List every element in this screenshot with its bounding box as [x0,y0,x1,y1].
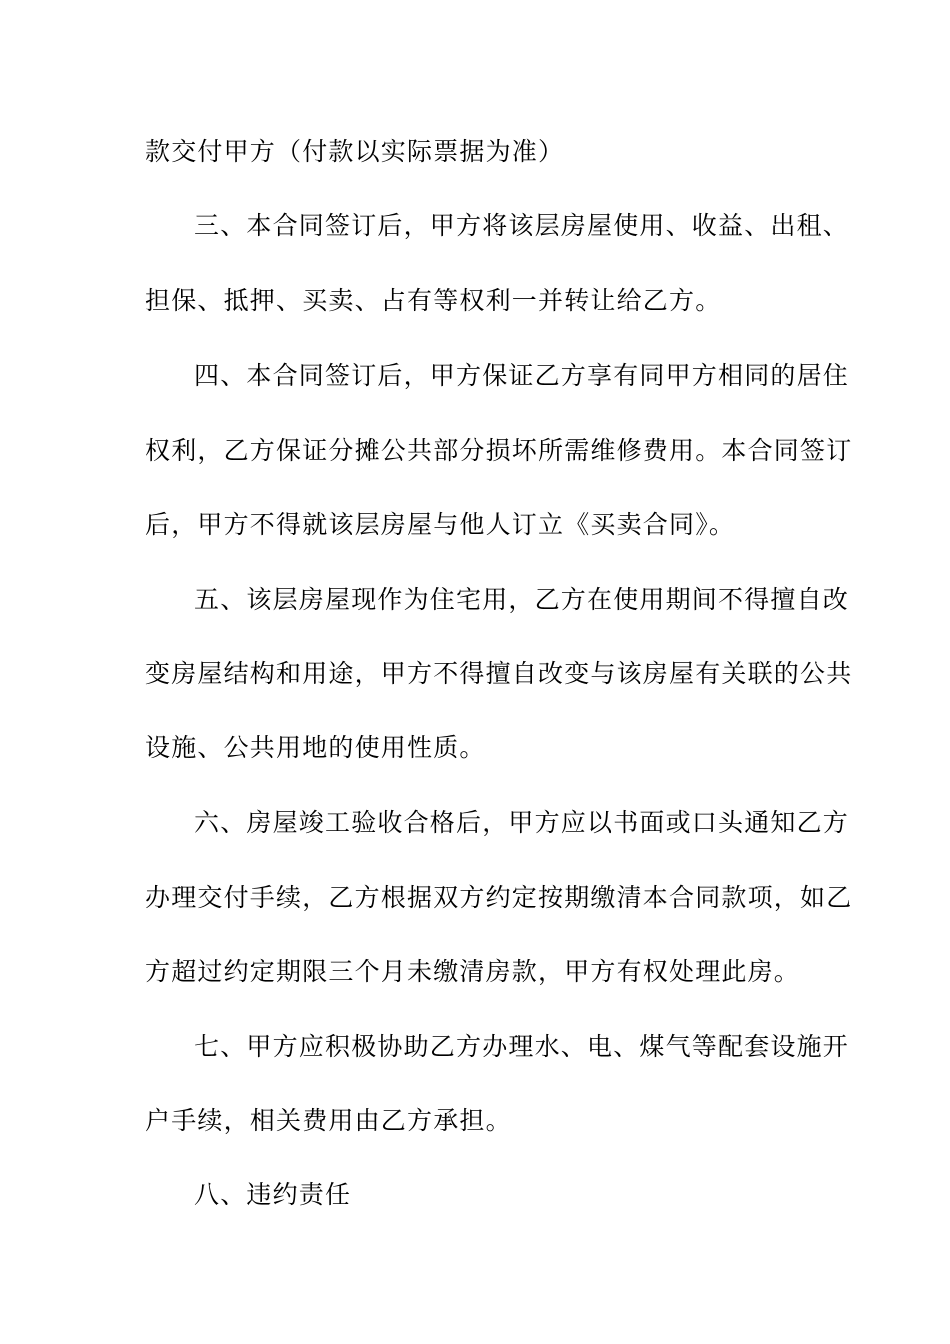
text-line: 后，甲方不得就该层房屋与他人订立《买卖合同》。 [145,510,736,539]
text-line: 款交付甲方（付款以实际票据为准） [145,137,565,166]
text-line: 设施、公共用地的使用性质。 [145,733,486,762]
section-heading: 八、违约责任 [194,1180,352,1209]
text-line: 方超过约定期限三个月未缴清房款，甲方有权处理此房。 [145,957,801,986]
text-line: 担保、抵押、买卖、占有等权利一并转让给乙方。 [145,286,722,315]
text-line: 六、房屋竣工验收合格后，甲方应以书面或口头通知乙方 [194,808,850,837]
text-line: 三、本合同签订后，甲方将该层房屋使用、收益、出租、 [194,211,850,240]
text-line: 四、本合同签订后，甲方保证乙方享有同甲方相同的居住 [194,361,850,390]
text-line: 权利，乙方保证分摊公共部分损坏所需维修费用。本合同签订 [145,436,853,465]
text-line: 变房屋结构和用途，甲方不得擅自改变与该房屋有关联的公共 [145,659,853,688]
text-line: 五、该层房屋现作为住宅用，乙方在使用期间不得擅自改 [194,585,850,614]
text-line: 办理交付手续，乙方根据双方约定按期缴清本合同款项，如乙 [145,883,853,912]
text-line: 七、甲方应积极协助乙方办理水、电、煤气等配套设施开 [194,1032,850,1061]
text-line: 户手续，相关费用由乙方承担。 [145,1106,512,1135]
